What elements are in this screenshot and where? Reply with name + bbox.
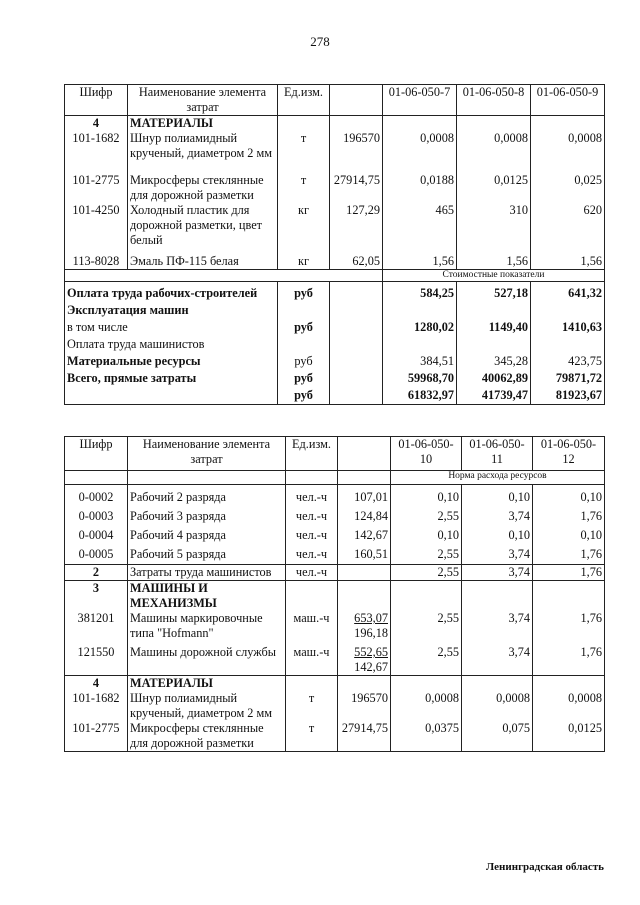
row-value: 2,55: [437, 645, 459, 659]
labor-names: [128, 485, 286, 565]
row-code: 101-2775: [65, 161, 128, 203]
row-price: 27914,75: [341, 721, 388, 735]
total-value: 59968,70: [407, 371, 454, 385]
total-value: 584,25: [420, 286, 454, 300]
row-price-operator: 196,18: [354, 626, 388, 640]
row-price: 196570: [330, 116, 383, 162]
header-unit: Ед.изм.: [286, 437, 338, 471]
row-unit: т: [308, 691, 315, 705]
total-unit: руб: [294, 388, 313, 402]
row-name: Рабочий 2 разряда: [130, 490, 227, 504]
table-header: [65, 437, 605, 471]
header-col-1: 01-06-050-10: [391, 437, 462, 471]
row-value-1: 0,0008: [383, 116, 457, 162]
labor-units: [286, 485, 338, 565]
row-code: 101-4250: [65, 203, 128, 248]
row-price: 127,29: [330, 203, 383, 248]
total-value: 81923,67: [555, 388, 602, 402]
row-price: 124,84: [354, 509, 388, 523]
row-value-2: 1,56: [457, 248, 531, 270]
total-name: в том числе: [67, 320, 128, 334]
machines-prices: [338, 581, 391, 676]
header-col-3: 01-06-050-9: [531, 85, 605, 116]
total-value: 1280,02: [414, 320, 454, 334]
total-name: Всего, прямые затраты: [67, 371, 197, 385]
totals-col-2: [457, 282, 531, 405]
row-name: Рабочий 3 разряда: [130, 509, 227, 523]
total-name: Оплата труда машинистов: [67, 337, 205, 351]
total-value: 40062,89: [481, 371, 528, 385]
row-name: Рабочий 4 разряда: [130, 528, 227, 542]
row-value: 0,0008: [425, 691, 459, 705]
row-name: Эмаль ПФ-115 белая: [128, 248, 278, 270]
labor-block: [65, 485, 605, 565]
section-title: МАТЕРИАЛЫ: [130, 676, 214, 690]
resource-table-2: [64, 436, 605, 752]
row-value-3: 1,56: [531, 248, 605, 270]
machines-codes: [65, 581, 128, 676]
header-price: [338, 437, 391, 471]
total-value: 1149,40: [488, 320, 528, 334]
row-name: Холодный пластик для дорожной разметки, цвет белый: [128, 203, 278, 248]
row-value: 0,10: [508, 490, 530, 504]
machines-col-1: [391, 581, 462, 676]
section-title-cell: МАТЕРИАЛЫ Шнур полиамидный крученый, диаметром 2 мм: [128, 116, 278, 162]
materials-units: [286, 676, 338, 752]
row-name: Микросферы стеклянные для дорожной разметки: [130, 721, 264, 750]
header-col-1: 01-06-050-7: [383, 85, 457, 116]
total-unit: руб: [294, 354, 313, 368]
row-unit: т: [278, 161, 330, 203]
machines-col-2: [462, 581, 533, 676]
totals-names: [65, 282, 278, 405]
row-code: 2: [65, 565, 128, 581]
row-value: 0,10: [437, 490, 459, 504]
row-value: 2,55: [391, 565, 462, 581]
row-value: 1,76: [580, 645, 602, 659]
row-unit: чел.-ч: [295, 490, 328, 504]
materials-col-3: [533, 676, 605, 752]
row-price: 552,65: [354, 645, 388, 659]
row-price: 142,67: [354, 528, 388, 542]
labor-prices: [338, 485, 391, 565]
row-unit: чел.-ч: [295, 509, 328, 523]
row-value-2: 310: [457, 203, 531, 248]
materials-col-2: [462, 676, 533, 752]
table-row: [65, 203, 605, 248]
row-value: 0,10: [508, 528, 530, 542]
row-unit: маш.-ч: [293, 645, 330, 659]
row-value: 0,0008: [496, 691, 530, 705]
row-name: Затраты труда машинистов: [128, 565, 286, 581]
row-unit: кг: [278, 248, 330, 270]
row-value-3: 620: [531, 203, 605, 248]
header-col-2: 01-06-050-11: [462, 437, 533, 471]
row-value-3: 0,0008: [531, 116, 605, 162]
operators-row: [65, 565, 605, 581]
row-value: 1,76: [580, 547, 602, 561]
header-unit: Ед.изм.: [278, 85, 330, 116]
row-value: 0,075: [502, 721, 530, 735]
row-value-1: 0,0188: [383, 161, 457, 203]
table-row: [65, 161, 605, 203]
row-name: Рабочий 5 разряда: [130, 547, 227, 561]
row-unit: чел.-ч: [295, 528, 328, 542]
totals-col-1: [383, 282, 457, 405]
row-value-2: 0,0125: [457, 161, 531, 203]
machines-names: [128, 581, 286, 676]
row-value: 0,10: [580, 528, 602, 542]
total-value: 79871,72: [555, 371, 602, 385]
row-name: Машины маркировочные типа "Hofmann": [130, 611, 263, 640]
row-value: 0,10: [580, 490, 602, 504]
total-value: 527,18: [494, 286, 528, 300]
totals-block: [65, 282, 605, 405]
row-price: 27914,75: [330, 161, 383, 203]
row-value: 1,76: [533, 565, 605, 581]
row-value: 1,76: [580, 611, 602, 625]
total-unit: руб: [294, 371, 313, 385]
row-value-1: 465: [383, 203, 457, 248]
row-code: 113-8028: [65, 248, 128, 270]
section-row: [65, 116, 605, 162]
total-value: 423,75: [568, 354, 602, 368]
row-value: 3,74: [508, 611, 530, 625]
materials-col-1: [391, 676, 462, 752]
row-price: 653,07: [354, 611, 388, 625]
row-value: 2,55: [437, 509, 459, 523]
row-unit: т: [278, 116, 330, 162]
row-value: 2,55: [437, 611, 459, 625]
total-name: Эксплуатация машин: [67, 303, 189, 317]
total-value: 61832,97: [407, 388, 454, 402]
row-code: 0-0005: [78, 547, 114, 561]
row-unit: чел.-ч: [295, 547, 328, 561]
row-price: 160,51: [354, 547, 388, 561]
row-unit: маш.-ч: [293, 611, 330, 625]
totals-col-3: [531, 282, 605, 405]
materials-block: [65, 676, 605, 752]
row-value: 0,10: [437, 528, 459, 542]
labor-col-1: [391, 485, 462, 565]
row-name: Шнур полиамидный крученый, диаметром 2 мм: [130, 691, 273, 720]
row-code: 121550: [77, 645, 115, 659]
row-value: 3,74: [462, 565, 533, 581]
total-name: Материальные ресурсы: [67, 354, 201, 368]
row-code: 0-0003: [78, 509, 114, 523]
total-value: 41739,47: [481, 388, 528, 402]
header-name: Наименование элемента затрат: [128, 437, 286, 471]
row-name: Микросферы стеклянные для дорожной разметки: [128, 161, 278, 203]
row-price: 107,01: [354, 490, 388, 504]
machines-units: [286, 581, 338, 676]
section-title: МАШИНЫ И МЕХАНИЗМЫ: [130, 581, 217, 610]
row-value: 3,74: [508, 645, 530, 659]
cost-label-row: [65, 270, 605, 282]
row-value: 3,74: [508, 547, 530, 561]
table-row: [65, 248, 605, 270]
norm-label-row: [65, 471, 605, 485]
total-value: 641,32: [568, 286, 602, 300]
header-code: Шифр: [65, 437, 128, 471]
materials-codes: [65, 676, 128, 752]
page-number: 278: [310, 34, 330, 49]
row-value: 3,74: [508, 509, 530, 523]
header-code: Шифр: [65, 85, 128, 116]
total-value: 345,28: [494, 354, 528, 368]
materials-prices: [338, 676, 391, 752]
cost-label: Стоимостные показатели: [383, 270, 605, 282]
total-value: 1410,63: [562, 320, 602, 334]
row-unit: т: [308, 721, 315, 735]
row-code: 0-0004: [78, 528, 114, 542]
header-col-2: 01-06-050-8: [457, 85, 531, 116]
materials-names: [128, 676, 286, 752]
row-name: Машины дорожной службы: [130, 645, 277, 659]
total-value: 384,51: [420, 354, 454, 368]
row-value: 0,0375: [425, 721, 459, 735]
row-price: 62,05: [330, 248, 383, 270]
footer-region: Ленинградская область: [486, 861, 604, 873]
section-code: 4: [92, 676, 100, 690]
machines-block: [65, 581, 605, 676]
section-code: 3: [92, 581, 100, 595]
header-price: [330, 85, 383, 116]
row-price-operator: 142,67: [354, 660, 388, 674]
total-name: Оплата труда рабочих-строителей: [67, 286, 258, 300]
row-code: 101-1682: [72, 691, 120, 705]
header-col-3: 01-06-050-12: [533, 437, 605, 471]
row-code: 0-0002: [78, 490, 114, 504]
row-unit: чел.-ч: [286, 565, 338, 581]
row-unit: кг: [278, 203, 330, 248]
norm-label: Норма расхода ресурсов: [391, 471, 605, 485]
row-value: 1,76: [580, 509, 602, 523]
labor-col-2: [462, 485, 533, 565]
row-value-1: 1,56: [383, 248, 457, 270]
row-value: 0,0008: [568, 691, 602, 705]
totals-units: [278, 282, 330, 405]
row-price: 196570: [351, 691, 388, 705]
total-unit: руб: [294, 320, 313, 334]
row-value: 0,0125: [568, 721, 602, 735]
row-value-2: 0,0008: [457, 116, 531, 162]
row-code: 101-2775: [72, 721, 120, 735]
labor-col-3: [533, 485, 605, 565]
section-code: 4 101-1682: [65, 116, 128, 162]
machines-col-3: [533, 581, 605, 676]
resource-table-1: [64, 84, 605, 405]
row-value-3: 0,025: [531, 161, 605, 203]
total-unit: руб: [294, 286, 313, 300]
table-header: [65, 85, 605, 116]
header-name: Наименование элемента затрат: [128, 85, 278, 116]
row-code: 381201: [77, 611, 115, 625]
row-value: 2,55: [437, 547, 459, 561]
labor-codes: [65, 485, 128, 565]
